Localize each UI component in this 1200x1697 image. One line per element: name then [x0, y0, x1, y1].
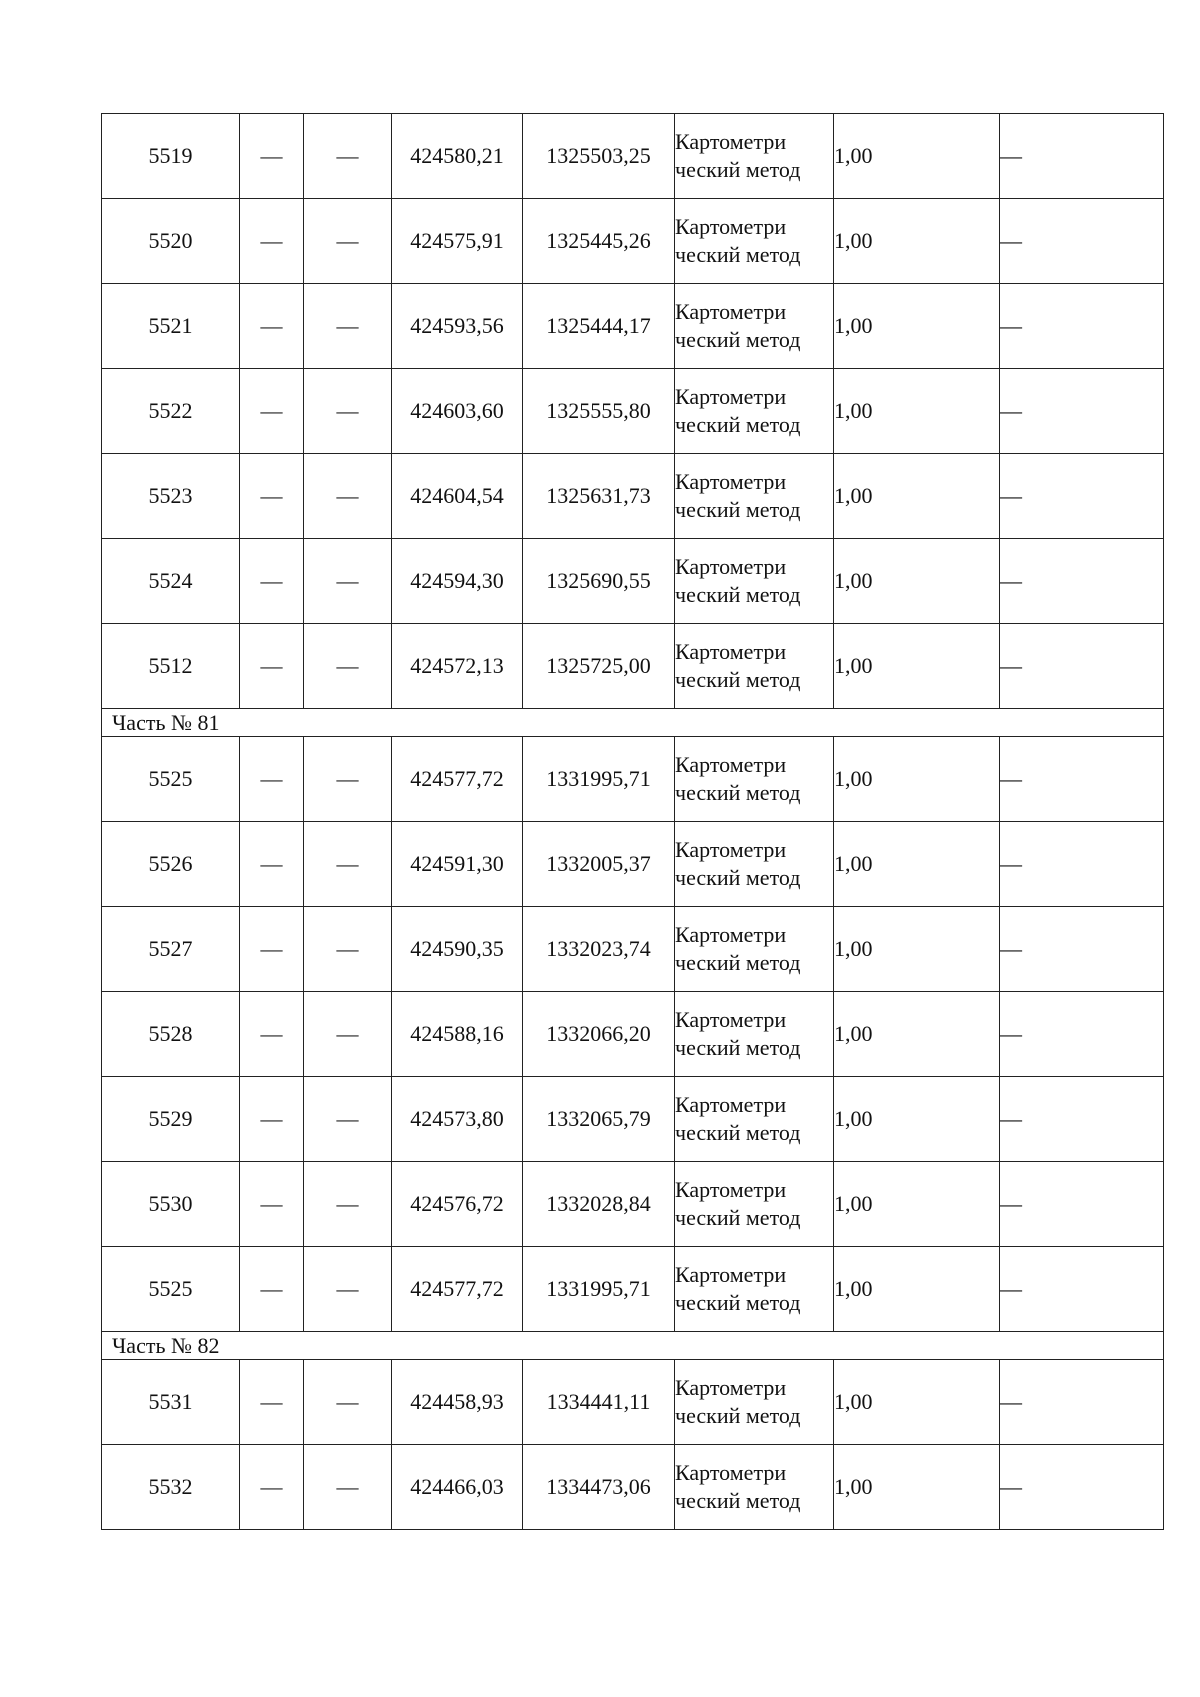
- table-row: [102, 992, 1164, 1077]
- point-number-cell: 5527: [102, 907, 240, 992]
- dash-cell: —: [1000, 454, 1164, 539]
- y-coordinate-cell: 1325503,25: [523, 114, 675, 199]
- point-number-cell: 5525: [102, 737, 240, 822]
- point-number-cell: 5520: [102, 199, 240, 284]
- dash-cell: —: [1000, 737, 1164, 822]
- accuracy-cell: 1,00: [834, 199, 1000, 284]
- dash-cell: —: [240, 114, 304, 199]
- table-row: [102, 624, 1164, 709]
- point-number-cell: 5522: [102, 369, 240, 454]
- dash-cell: —: [240, 284, 304, 369]
- dash-cell: —: [240, 1360, 304, 1445]
- point-number-cell: 5525: [102, 1247, 240, 1332]
- accuracy-cell: 1,00: [834, 737, 1000, 822]
- point-number-cell: 5529: [102, 1077, 240, 1162]
- x-coordinate-cell: 424466,03: [392, 1445, 523, 1530]
- method-cell: Картометри ческий метод: [675, 539, 834, 624]
- x-coordinate-cell: 424593,56: [392, 284, 523, 369]
- dash-cell: —: [1000, 1247, 1164, 1332]
- method-cell: Картометри ческий метод: [675, 284, 834, 369]
- dash-cell: —: [240, 907, 304, 992]
- y-coordinate-cell: 1332028,84: [523, 1162, 675, 1247]
- dash-cell: —: [304, 454, 392, 539]
- x-coordinate-cell: 424572,13: [392, 624, 523, 709]
- dash-cell: —: [304, 199, 392, 284]
- x-coordinate-cell: 424588,16: [392, 992, 523, 1077]
- x-coordinate-cell: 424577,72: [392, 737, 523, 822]
- y-coordinate-cell: 1332005,37: [523, 822, 675, 907]
- y-coordinate-cell: 1325725,00: [523, 624, 675, 709]
- dash-cell: —: [1000, 539, 1164, 624]
- dash-cell: —: [1000, 284, 1164, 369]
- method-cell: Картометри ческий метод: [675, 907, 834, 992]
- dash-cell: —: [240, 1162, 304, 1247]
- point-number-cell: 5512: [102, 624, 240, 709]
- point-number-cell: 5521: [102, 284, 240, 369]
- table-row: [102, 1445, 1164, 1530]
- table-row: [102, 539, 1164, 624]
- dash-cell: —: [304, 624, 392, 709]
- point-number-cell: 5526: [102, 822, 240, 907]
- method-cell: Картометри ческий метод: [675, 822, 834, 907]
- point-number-cell: 5530: [102, 1162, 240, 1247]
- dash-cell: —: [304, 114, 392, 199]
- method-cell: Картометри ческий метод: [675, 1247, 834, 1332]
- table-row: [102, 1247, 1164, 1332]
- accuracy-cell: 1,00: [834, 1445, 1000, 1530]
- accuracy-cell: 1,00: [834, 539, 1000, 624]
- point-number-cell: 5519: [102, 114, 240, 199]
- dash-cell: —: [240, 822, 304, 907]
- method-cell: Картометри ческий метод: [675, 737, 834, 822]
- dash-cell: —: [240, 539, 304, 624]
- dash-cell: —: [1000, 114, 1164, 199]
- x-coordinate-cell: 424576,72: [392, 1162, 523, 1247]
- dash-cell: —: [1000, 1360, 1164, 1445]
- method-cell: Картометри ческий метод: [675, 1077, 834, 1162]
- accuracy-cell: 1,00: [834, 1360, 1000, 1445]
- dash-cell: —: [304, 1247, 392, 1332]
- method-cell: Картометри ческий метод: [675, 624, 834, 709]
- dash-cell: —: [1000, 199, 1164, 284]
- dash-cell: —: [1000, 907, 1164, 992]
- x-coordinate-cell: 424575,91: [392, 199, 523, 284]
- table-row: [102, 454, 1164, 539]
- part-header-row: [102, 709, 1164, 737]
- accuracy-cell: 1,00: [834, 822, 1000, 907]
- point-number-cell: 5528: [102, 992, 240, 1077]
- dash-cell: —: [304, 539, 392, 624]
- y-coordinate-cell: 1334473,06: [523, 1445, 675, 1530]
- table-row: [102, 737, 1164, 822]
- table-row: [102, 199, 1164, 284]
- dash-cell: —: [240, 454, 304, 539]
- dash-cell: —: [1000, 1162, 1164, 1247]
- method-cell: Картометри ческий метод: [675, 454, 834, 539]
- part-label: Часть № 82: [102, 1332, 1164, 1360]
- accuracy-cell: 1,00: [834, 454, 1000, 539]
- point-number-cell: 5523: [102, 454, 240, 539]
- table-row: [102, 114, 1164, 199]
- dash-cell: —: [304, 992, 392, 1077]
- table-row: [102, 907, 1164, 992]
- dash-cell: —: [1000, 1077, 1164, 1162]
- dash-cell: —: [304, 369, 392, 454]
- dash-cell: —: [240, 199, 304, 284]
- y-coordinate-cell: 1325555,80: [523, 369, 675, 454]
- method-cell: Картометри ческий метод: [675, 992, 834, 1077]
- x-coordinate-cell: 424573,80: [392, 1077, 523, 1162]
- method-cell: Картометри ческий метод: [675, 1162, 834, 1247]
- dash-cell: —: [240, 992, 304, 1077]
- y-coordinate-cell: 1325631,73: [523, 454, 675, 539]
- accuracy-cell: 1,00: [834, 1077, 1000, 1162]
- dash-cell: —: [1000, 624, 1164, 709]
- y-coordinate-cell: 1332065,79: [523, 1077, 675, 1162]
- dash-cell: —: [240, 369, 304, 454]
- accuracy-cell: 1,00: [834, 284, 1000, 369]
- dash-cell: —: [240, 624, 304, 709]
- method-cell: Картометри ческий метод: [675, 199, 834, 284]
- x-coordinate-cell: 424594,30: [392, 539, 523, 624]
- dash-cell: —: [304, 907, 392, 992]
- method-cell: Картометри ческий метод: [675, 1360, 834, 1445]
- dash-cell: —: [304, 1162, 392, 1247]
- accuracy-cell: 1,00: [834, 1247, 1000, 1332]
- point-number-cell: 5531: [102, 1360, 240, 1445]
- point-number-cell: 5532: [102, 1445, 240, 1530]
- table-row: [102, 822, 1164, 907]
- table-row: [102, 284, 1164, 369]
- y-coordinate-cell: 1334441,11: [523, 1360, 675, 1445]
- dash-cell: —: [1000, 1445, 1164, 1530]
- method-cell: Картометри ческий метод: [675, 1445, 834, 1530]
- method-cell: Картометри ческий метод: [675, 369, 834, 454]
- x-coordinate-cell: 424458,93: [392, 1360, 523, 1445]
- accuracy-cell: 1,00: [834, 907, 1000, 992]
- dash-cell: —: [240, 737, 304, 822]
- table-row: [102, 1162, 1164, 1247]
- y-coordinate-cell: 1325444,17: [523, 284, 675, 369]
- accuracy-cell: 1,00: [834, 1162, 1000, 1247]
- dash-cell: —: [1000, 369, 1164, 454]
- y-coordinate-cell: 1331995,71: [523, 1247, 675, 1332]
- x-coordinate-cell: 424590,35: [392, 907, 523, 992]
- part-label: Часть № 81: [102, 709, 1164, 737]
- dash-cell: —: [1000, 822, 1164, 907]
- part-header-row: [102, 1332, 1164, 1360]
- dash-cell: —: [240, 1247, 304, 1332]
- dash-cell: —: [304, 284, 392, 369]
- dash-cell: —: [304, 1077, 392, 1162]
- dash-cell: —: [304, 1360, 392, 1445]
- accuracy-cell: 1,00: [834, 369, 1000, 454]
- dash-cell: —: [240, 1445, 304, 1530]
- table-row: [102, 1077, 1164, 1162]
- point-number-cell: 5524: [102, 539, 240, 624]
- x-coordinate-cell: 424580,21: [392, 114, 523, 199]
- accuracy-cell: 1,00: [834, 114, 1000, 199]
- y-coordinate-cell: 1331995,71: [523, 737, 675, 822]
- coordinates-table: [101, 113, 1164, 1530]
- dash-cell: —: [304, 822, 392, 907]
- y-coordinate-cell: 1332066,20: [523, 992, 675, 1077]
- y-coordinate-cell: 1325690,55: [523, 539, 675, 624]
- y-coordinate-cell: 1332023,74: [523, 907, 675, 992]
- x-coordinate-cell: 424591,30: [392, 822, 523, 907]
- table-row: [102, 369, 1164, 454]
- y-coordinate-cell: 1325445,26: [523, 199, 675, 284]
- x-coordinate-cell: 424577,72: [392, 1247, 523, 1332]
- table-row: [102, 1360, 1164, 1445]
- dash-cell: —: [240, 1077, 304, 1162]
- dash-cell: —: [304, 1445, 392, 1530]
- x-coordinate-cell: 424603,60: [392, 369, 523, 454]
- dash-cell: —: [1000, 992, 1164, 1077]
- method-cell: Картометри ческий метод: [675, 114, 834, 199]
- accuracy-cell: 1,00: [834, 624, 1000, 709]
- accuracy-cell: 1,00: [834, 992, 1000, 1077]
- dash-cell: —: [304, 737, 392, 822]
- table-body: [102, 114, 1164, 1530]
- x-coordinate-cell: 424604,54: [392, 454, 523, 539]
